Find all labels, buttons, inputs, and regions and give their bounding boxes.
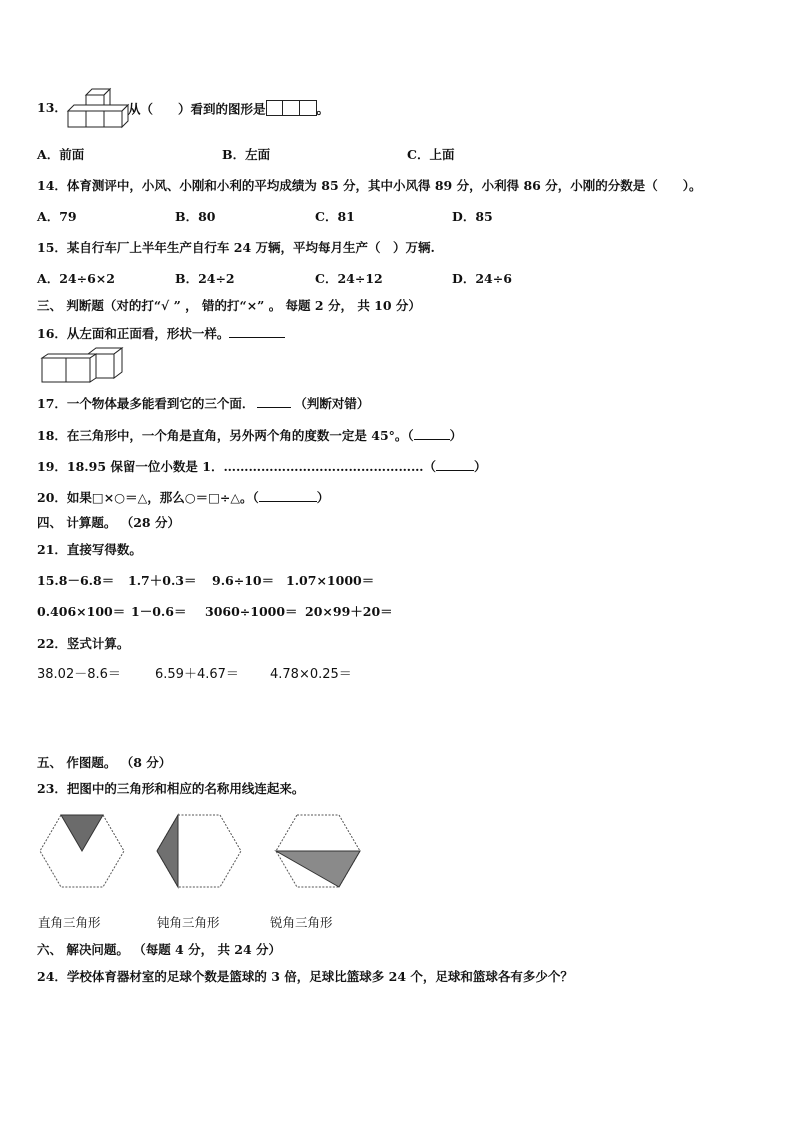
section-4-heading: 四、 计算题。 （28 分） xyxy=(37,515,180,530)
q21-title: 21．直接写得数。 xyxy=(37,542,142,557)
q18-answer-blank[interactable] xyxy=(414,427,450,440)
q22-title: 22．竖式计算。 xyxy=(37,636,130,651)
q21-item-4: 1.07×1000＝ xyxy=(286,573,375,588)
q22-item-3: 4.78×0.25＝ xyxy=(270,667,352,682)
q14-option-a: A．79 xyxy=(37,209,77,224)
label-obtuse-triangle: 钝角三角形 xyxy=(157,915,220,930)
q16-question: 16．从左面和正面看，形状一样。 xyxy=(37,326,230,341)
q15-question: 15．某自行车厂上半年生产自行车 24 万辆，平均每月生产（ ）万辆. xyxy=(37,240,435,255)
q24-question: 24．学校体育器材室的足球个数是篮球的 3 倍，足球比篮球多 24 个，足球和篮球各有多少个？ xyxy=(37,969,573,984)
q14-option-b: B．80 xyxy=(175,209,216,224)
q13-answer-shape xyxy=(266,100,317,120)
section-3-heading: 三、 判断题（对的打“√ ” ， 错的打“×” 。 每题 2 分， 共 10 分） xyxy=(37,298,421,313)
q20-answer-blank[interactable] xyxy=(259,489,317,502)
q15-option-d: D．24÷6 xyxy=(452,271,512,286)
q13-end-mark: 。 xyxy=(316,101,330,117)
q21-item-7: 3060÷1000＝ xyxy=(205,604,298,619)
section-5-heading: 五、 作图题。 （8 分） xyxy=(37,755,172,770)
q23-title: 23．把图中的三角形和相应的名称用线连起来。 xyxy=(37,781,305,796)
q14-question: 14．体育测评中，小风、小刚和小利的平均成绩为 85 分，其中小风得 89 分，小利得 86 分，小刚的分数是（ ）。 xyxy=(37,178,702,193)
q13-option-b: B．左面 xyxy=(222,147,271,162)
q15-option-b: B．24÷2 xyxy=(175,271,235,286)
q18-close-paren: ） xyxy=(449,428,463,443)
section-6-heading: 六、 解决问题。 （每题 4 分， 共 24 分） xyxy=(37,942,282,957)
label-acute-triangle: 锐角三角形 xyxy=(270,915,333,930)
q13-option-a: A．前面 xyxy=(37,147,85,162)
q19-answer-blank[interactable] xyxy=(436,458,474,471)
label-right-triangle: 直角三角形 xyxy=(38,915,101,930)
q21-item-5: 0.406×100＝ xyxy=(37,604,126,619)
q14-option-c: C．81 xyxy=(315,209,355,224)
q18-question: 18．在三角形中，一个角是直角，另外两个角的度数一定是 45°。（ xyxy=(37,428,414,443)
q21-item-8: 20×99＋20＝ xyxy=(305,604,393,619)
triangle-shaded-2 xyxy=(157,815,178,887)
q13-cube-figure xyxy=(66,87,128,129)
q21-item-2: 1.7＋0.3＝ xyxy=(128,573,197,588)
q22-item-2: 6.59＋4.67＝ xyxy=(155,667,239,682)
hexagon-figure-3 xyxy=(275,813,361,889)
q20-question: 20．如果□×○＝△，那么○＝□÷△。（ xyxy=(37,490,259,505)
q17-answer-blank[interactable] xyxy=(257,395,291,408)
q15-option-a: A．24÷6×2 xyxy=(37,271,115,286)
q14-option-d: D．85 xyxy=(452,209,493,224)
q20-close-paren: ） xyxy=(316,490,330,505)
q17-note: （判断对错） xyxy=(294,396,370,411)
q15-option-c: C．24÷12 xyxy=(315,271,383,286)
hexagon-figure-2 xyxy=(156,813,242,889)
q21-item-3: 9.6÷10＝ xyxy=(212,573,275,588)
q21-item-1: 15.8－6.8＝ xyxy=(37,573,115,588)
q17-question: 17．一个物体最多能看到它的三个面． xyxy=(37,396,255,411)
hexagon-figure-1 xyxy=(39,813,125,889)
q13-option-c: C．上面 xyxy=(407,147,455,162)
q13-question-text: 从（ ）看到的图形是 xyxy=(128,101,266,117)
q19-close-paren: ） xyxy=(473,459,487,474)
q13-number: 13． xyxy=(37,100,67,115)
q16-answer-blank[interactable] xyxy=(229,325,285,338)
q16-cube-figure xyxy=(40,346,124,384)
q21-item-6: 1－0.6＝ xyxy=(131,604,187,619)
q19-question: 19．18.95 保留一位小数是 1．…………………………………………（ xyxy=(37,459,436,474)
q22-item-1: 38.02－8.6＝ xyxy=(37,667,121,682)
